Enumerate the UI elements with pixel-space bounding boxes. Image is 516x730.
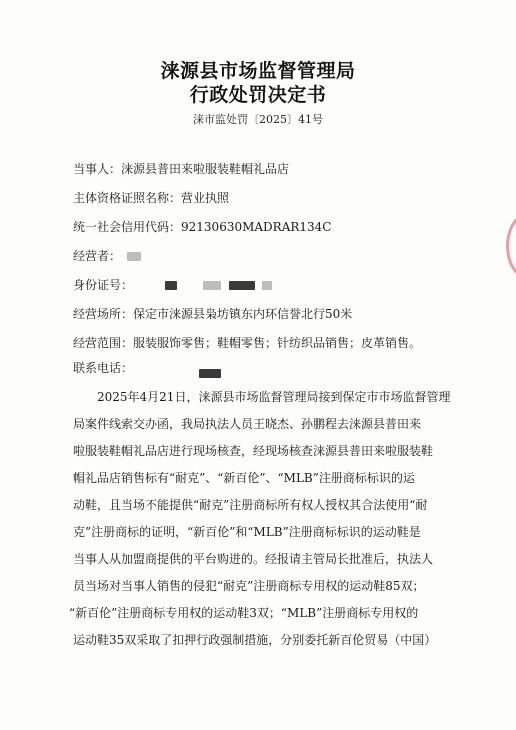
official-seal-stamp bbox=[506, 212, 516, 280]
field-phone bbox=[73, 359, 133, 376]
redaction-mark bbox=[127, 252, 141, 261]
body-line: 动鞋，且当场不能提供“耐克”注册商标所有权人授权其合法使用“耐 bbox=[73, 498, 428, 512]
body-line: 帽礼品店销售标有“耐克”、“新百伦”、“MLB”注册商标标识的运 bbox=[73, 471, 415, 485]
body-line: 运动鞋35双采取了扣押行政强制措施，分别委托新百伦贸易（中国） bbox=[73, 633, 437, 647]
document-title-org: 涞源县市场监督管理局 bbox=[160, 60, 356, 82]
field-value: 保定市涞源县枭坊镇东内环信誉北行50米 bbox=[133, 307, 353, 321]
field-value: 92130630MADRAR134C bbox=[181, 220, 332, 234]
field-value: 涞源县普田来啦服装鞋帽礼品店 bbox=[121, 162, 290, 176]
document-title-type: 行政处罚决定书 bbox=[189, 84, 327, 106]
document-number: 涞市监处罚〔2025〕41号 bbox=[193, 113, 323, 126]
body-line: 当事人从加盟商提供的平台购进的。经报请主管局长批准后，执法人 bbox=[73, 552, 434, 566]
redaction-mark bbox=[203, 281, 221, 290]
field-credit-code bbox=[73, 218, 332, 235]
field-business-scope bbox=[73, 334, 421, 351]
field-id-number bbox=[73, 276, 272, 293]
field-label: 经营范围： bbox=[73, 336, 134, 350]
field-value: 营业执照 bbox=[181, 191, 230, 205]
field-label: 经营场所： bbox=[73, 307, 134, 321]
field-label: 经营者： bbox=[73, 249, 122, 263]
body-line: “新百伦”注册商标专用权的运动鞋3双；“MLB”注册商标专用权的 bbox=[69, 606, 419, 620]
redaction-mark bbox=[229, 281, 255, 290]
body-line: 局案件线索交办函，我局执法人员王晓杰、孙鹏程去涞源县普田来 bbox=[73, 417, 422, 431]
redaction-mark bbox=[165, 281, 177, 290]
body-line: 2025年4月21日，涞源县市场监督管理局接到保定市市场监督管理 bbox=[97, 390, 451, 404]
field-party bbox=[73, 160, 289, 177]
redaction-mark bbox=[262, 281, 272, 290]
field-label: 主体资格证照名称： bbox=[73, 191, 182, 205]
field-license-name bbox=[73, 189, 229, 206]
field-value: 服装服饰零售；鞋帽零售；针纺织品销售；皮革销售。 bbox=[133, 336, 422, 350]
body-line: 员当场对当事人销售的侵犯“耐克”注册商标专用权的运动鞋85双； bbox=[73, 579, 425, 593]
body-line: 啦服装鞋帽礼品店进行现场核查，经现场核查涞源县普田来啦服装鞋 bbox=[73, 444, 434, 458]
field-label: 当事人： bbox=[73, 162, 122, 176]
field-operator bbox=[73, 247, 141, 264]
field-business-address bbox=[73, 305, 352, 322]
field-label: 身份证号： bbox=[73, 278, 134, 292]
body-line: 克”注册商标的证明，“新百伦”和“MLB”注册商标标识的运动鞋是 bbox=[73, 525, 421, 539]
field-label: 统一社会信用代码： bbox=[73, 220, 182, 234]
field-label: 联系电话： bbox=[73, 361, 134, 375]
redaction-mark bbox=[199, 369, 221, 378]
